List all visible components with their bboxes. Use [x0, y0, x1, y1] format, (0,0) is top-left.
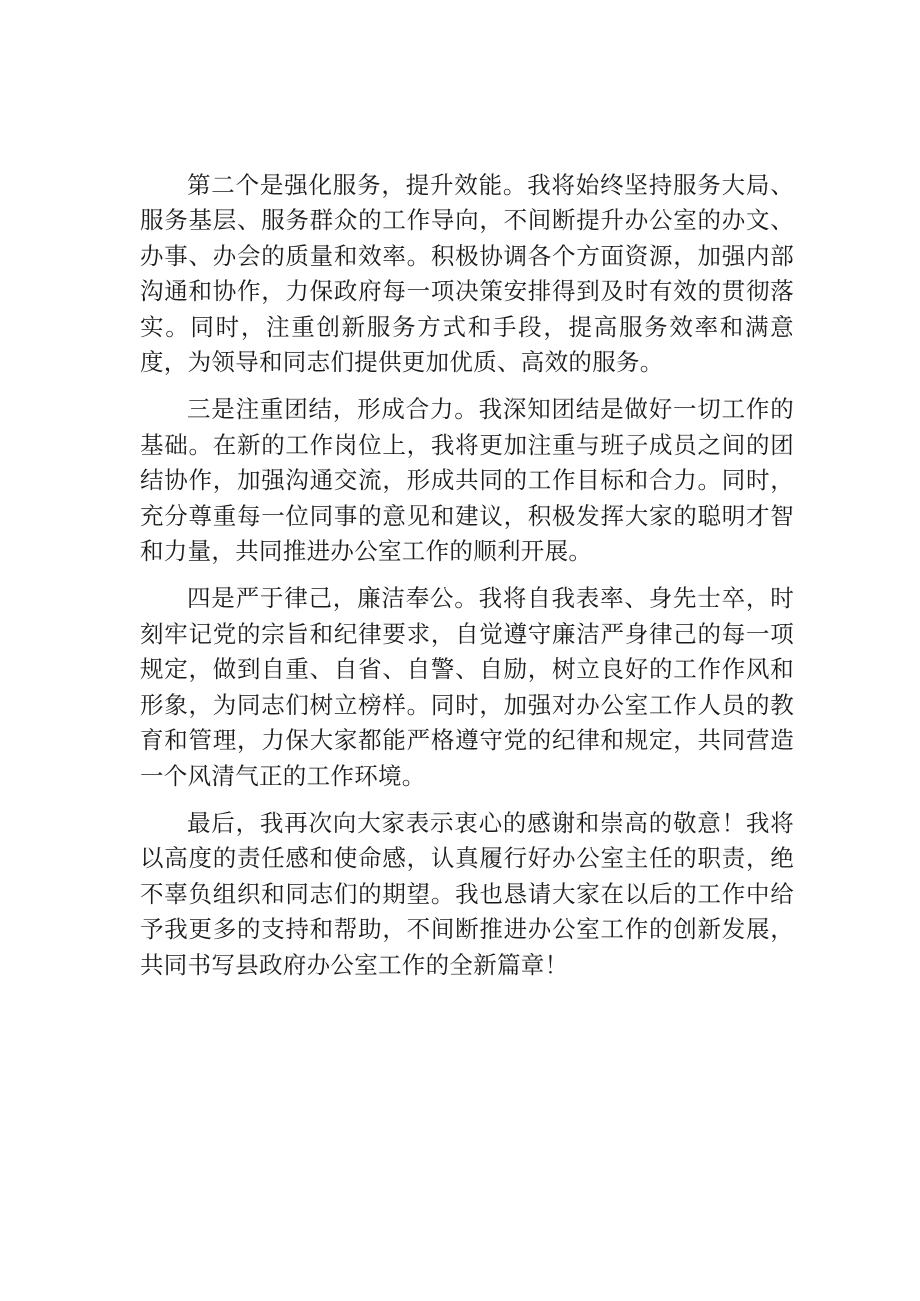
paragraph-discipline: 四是严于律己，廉洁奉公。我将自我表率、身先士卒，时刻牢记党的宗旨和纪律要求，自觉遵守廉洁严身律己的每一项规定，做到自重、自省、自警、自励，树立良好的工作作风和形象，为同志们树立榜样。同时，加强对办公室工作人员的教育和管理，力保大家都能严格遵守党的纪律和规定，共同营造一个风清气正的工作环境。	[140, 584, 794, 790]
paragraph-service: 第二个是强化服务，提升效能。我将始终坚持服务大局、服务基层、服务群众的工作导向，不间断提升办公室的办文、办事、办会的质量和效率。积极协调各个方面资源，加强内部沟通和协作，力保政府每一项决策安排得到及时有效的贯彻落实。同时，注重创新服务方式和手段，提高服务效率和满意度，为领导和同志们提供更加优质、高效的服务。	[140, 171, 794, 377]
paragraph-unity: 三是注重团结，形成合力。我深知团结是做好一切工作的基础。在新的工作岗位上，我将更加注重与班子成员之间的团结协作，加强沟通交流，形成共同的工作目标和合力。同时，充分尊重每一位同事的意见和建议，积极发挥大家的聪明才智和力量，共同推进办公室工作的顺利开展。	[140, 395, 794, 566]
paragraph-closing: 最后，我再次向大家表示衷心的感谢和崇高的敬意！我将以高度的责任感和使命感，认真履行好办公室主任的职责，绝不辜负组织和同志们的期望。我也恳请大家在以后的工作中给予我更多的支持和帮助，不间断推进办公室工作的创新发展，共同书写县政府办公室工作的全新篇章！	[140, 808, 794, 979]
document-body	[140, 168, 794, 995]
